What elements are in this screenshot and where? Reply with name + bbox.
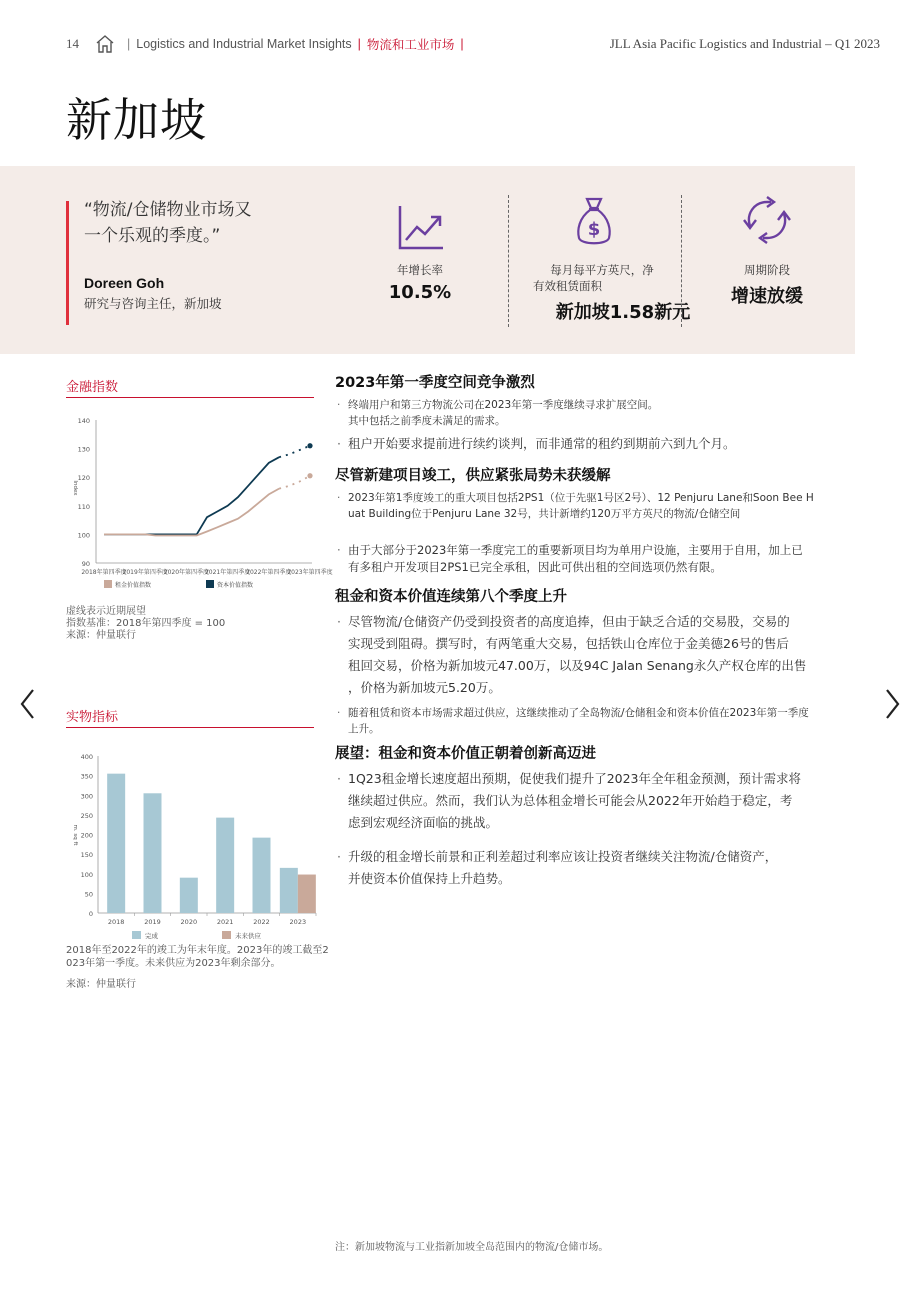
y-tick-label: 300 [80,792,93,801]
separator: | [460,37,464,51]
financial-indices-chart [66,408,333,593]
legend-label: 租金价值指数 [115,582,152,589]
quote-line: 一个乐观的季度。” [84,226,221,246]
stat-label-line: 每月每平方英尺，净 [550,263,654,277]
stat-value: 新加坡1.58新元 [555,302,691,323]
svg-text:$: $ [587,219,601,240]
separator: | [357,37,361,51]
bar-completed [107,774,125,913]
y-tick-label: 50 [84,890,93,899]
y-tick-label: 0 [88,910,93,918]
bullet-line: · 升级的租金增长前景和正利差超过利率应该让投资者继续关注物流/仓储资产， [348,849,778,864]
physical-indicators-title: 实物指标 [66,706,314,728]
stat-label [537,262,667,278]
bullet-line: ，价格为新加坡元5.20万。 [348,680,501,695]
bullet-line: 上升。 [348,723,380,735]
separator: | [127,37,131,51]
quote-line: “物流/仓储物业市场又 [84,200,252,220]
y-tick-label: 200 [80,831,93,840]
series-end-point [307,443,312,448]
divider [681,195,682,327]
financial-indices-title: 金融指数 [66,376,314,398]
quote-author: Doreen Goh [84,275,165,291]
growth-chart-icon [397,203,445,251]
x-tick-label: 2022年第四季度 [246,569,292,576]
stat-label: 周期阶段 [744,263,790,277]
x-tick-label: 2021 [216,918,234,926]
chart-source: 来源：仲量联行 [66,979,136,990]
x-tick-label: 2018年第四季度 [81,569,127,576]
quote-bar [66,201,69,325]
y-axis-label: m. sq ft [72,824,78,846]
bullet [335,542,850,576]
bullet-line: 实现受到阻碍。撰写时，有两笔重大交易，包括铁山仓库位于金美德26号的售后 [348,636,789,651]
bar-completed [216,818,234,913]
divider [508,195,509,327]
quote-author-role: 研究与咨询主任，新加坡 [84,296,222,311]
bar-future-supply [298,875,316,913]
y-tick-label: 120 [77,474,90,483]
x-tick-label: 2022 [253,918,270,926]
bullet-line: · 随着租赁和资本市场需求超过供应，这继续推动了全岛物流/仓储租金和资本价值在2023年第一季度 [348,707,809,719]
bullet [335,768,850,834]
bullet [335,611,850,699]
bullet [335,397,850,429]
main-content [335,372,850,896]
y-tick-label: 150 [80,851,93,860]
footnote: 注：新加坡物流与工业指新加坡全岛范围内的物流/仓储市场。 [335,1242,609,1253]
chart-note: 2018年至2022年的竣工为年末年度。2023年的竣工截至2 [66,945,329,956]
bullet-line: 并使资本价值保持上升趋势。 [348,871,511,886]
chevron-right-icon[interactable] [882,686,902,730]
legend-swatch [132,931,141,939]
y-tick-label: 100 [77,531,90,540]
x-tick-label: 2023 [289,918,307,926]
series-projection [279,476,310,489]
bullet [335,846,850,890]
financial-notes [66,606,225,642]
page-header [66,34,470,54]
bar-completed [180,878,198,913]
series-projection [279,446,310,458]
y-tick-label: 100 [80,870,93,879]
x-tick-label: 2021年第四季度 [204,569,251,576]
y-tick-label: 400 [80,753,93,761]
x-tick-label: 2020 [180,918,198,926]
section-heading: 2023年第一季度空间竞争激烈 [335,375,535,391]
section [335,372,850,453]
money-bag-icon [575,196,613,248]
section-heading: 尽管新建项目竣工，供应紧张局势未获缓解 [335,468,611,484]
highlight-band [0,166,855,354]
bullet-line: · 由于大部分于2023年第一季度完工的重要新项目均为单用户设施，主要用于自用，加上已 [348,543,803,557]
y-tick-label: 110 [77,502,90,511]
series-line [104,489,279,536]
report-title-link[interactable]: Logistics and Industrial Market Insights [136,37,352,51]
stat-label-line: 有效租赁面积 [533,279,602,293]
bullet-line: · 终端用户和第三方物流公司在2023年第一季度继续寻求扩展空间。 [348,399,659,411]
bar-completed [144,793,162,913]
y-tick-label: 250 [80,811,93,820]
bullet-line: · 租户开始要求提前进行续约谈判，而非通常的租约到期前六到九个月。 [348,436,736,451]
bullet [335,705,850,737]
bullet-line: · 尽管物流/仓储资产仍受到投资者的高度追捧，但由于缺乏合适的交易股，交易的 [348,614,790,629]
physical-indicators-chart [66,745,316,945]
x-tick-label: 2019年第四季度 [122,569,168,576]
bar-completed [253,838,271,913]
x-tick-label: 2018 [107,918,125,926]
home-icon[interactable] [95,34,115,54]
y-tick-label: 130 [77,445,90,454]
section-heading: 租金和资本价值连续第八个季度上升 [335,589,567,605]
stat-value: 10.5% [388,282,452,303]
bar-completed [280,868,298,913]
page-title: 新加坡 [66,93,207,147]
chart-note: 指数基准：2018年第四季度 = 100 [66,618,226,629]
section [335,586,850,737]
physical-notes [66,944,329,970]
stat-label: 年增长率 [397,263,443,277]
legend-label: 未来供应 [235,932,261,940]
quote-text [84,197,252,249]
y-axis-label: Index [72,480,78,496]
chart-note: 023年第一季度。未来供应为2023年剩余部分。 [66,958,281,969]
section-heading: 展望：租金和资本价值正朝着创新高迈进 [335,746,596,762]
bullet-line: 租回交易，价格为新加坡元47.00万，以及94C Jalan Senang永久产权仓库的出售 [348,658,807,673]
bullet-line: uat Building位于Penjuru Lane 32号，共计新增约120万平方英尺的物流/仓储空间 [348,508,741,520]
x-tick-label: 2019 [144,918,161,926]
series-line [104,457,279,534]
legend-label: 资本价值指数 [217,582,254,589]
chart-source: 来源：仲量联行 [66,630,136,641]
bullet-line: 有多租户开发项目2PS1已完全承租，因此可供出租的空间选项仍然有限。 [348,560,722,574]
legend-swatch [104,580,112,588]
series-end-point [307,473,312,478]
x-tick-label: 2020年第四季度 [163,569,210,576]
y-tick-label: 90 [81,560,90,568]
legend-swatch [206,580,214,588]
bullet-line: 继续超过供应。然而，我们认为总体租金增长可能会从2022年开始趋于稳定，考 [348,793,793,808]
bullet-line: · 1Q23租金增长速度超出预期，促使我们提升了2023年全年租金预测，预计需求将 [348,771,802,786]
section [335,465,850,576]
bullet-line: · 2023年第1季度竣工的重大项目包括2PS1（位于先驱1号区2号）、12 Penjuru Lane和Soon Bee H [348,492,814,504]
bullet-line: 其中包括之前季度未满足的需求。 [348,415,506,427]
legend-label: 完成 [145,932,158,940]
y-tick-label: 140 [77,417,90,425]
page-number: 14 [66,36,79,51]
publication-title: JLL Asia Pacific Logistics and Industrial – Q1 2023 [609,36,880,51]
chart-note: 虚线表示近期展望 [66,606,146,617]
legend-swatch [222,931,231,939]
section-link[interactable]: 物流和工业市场 [366,38,455,52]
cycle-arrows-icon [740,196,794,244]
stat-value: 增速放缓 [731,286,803,307]
y-tick-label: 350 [80,772,93,781]
x-tick-label: 2023年第四季度 [287,569,333,576]
bullet-line: 虑到宏观经济面临的挑战。 [348,815,499,830]
section [335,743,850,890]
bullet [335,490,850,522]
chevron-left-icon[interactable] [18,686,38,730]
bullet [335,435,850,453]
